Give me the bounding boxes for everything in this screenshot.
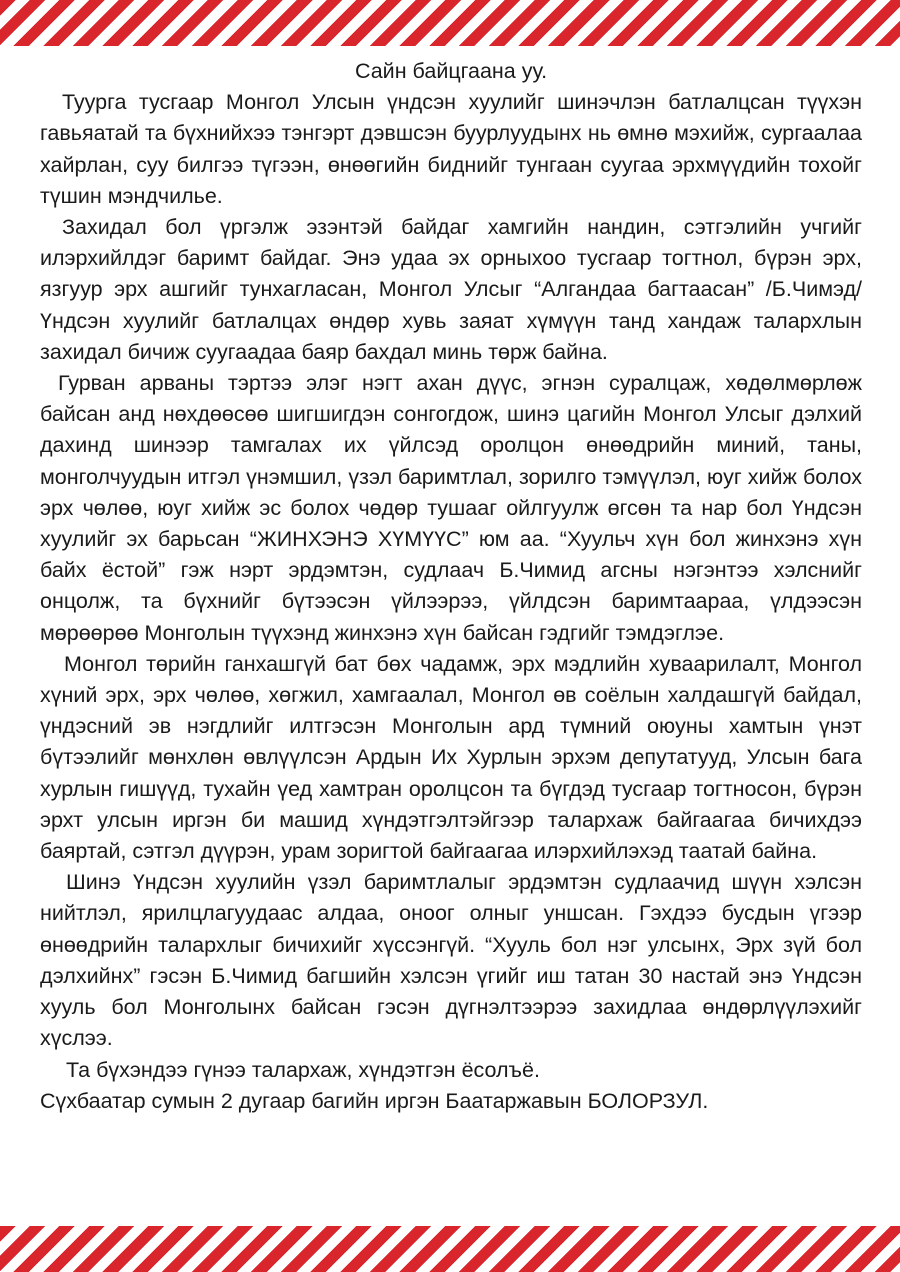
letter-signature: Сүхбаатар сумын 2 дугаар багийн иргэн Баатаржавын БОЛОРЗУЛ.	[40, 1088, 709, 1113]
letter-paragraph-1: Туурга тусгаар Монгол Улсын үндсэн хуулийг шинэчлэн батлалцсан түүхэн гавьяатай та бүхнийхээ тэнгэрт дэвшсэн буурлуудынх нь өмнө мэхийж, сургаалаа хайрлан, суу билгээ түгээн, өнөөгийн биднийг тунгаан суугаа эрхмүүдийн тохойг түшин мэндчилье.	[40, 90, 862, 208]
letter-paragraph-5: Шинэ Үндсэн хуулийн үзэл баримтлалыг эрдэмтэн судлаачид шүүн хэлсэн нийтлэл, ярилцлагуудаас алдаа, оноог олныг уншсан. Гэхдээ бусдын үгээр өнөөдрийн талархлыг бичихийг хүссэнгүй. “Хууль бол нэг улсынх, Эрх зүй бол дэлхийнх” гэсэн Б.Чимид багшийн хэлсэн үгийг иш татан 30 настай энэ Үндсэн хууль бол Монголынх байсан гэсэн дүгнэлтээрээ захидлаа өндөрлүүлэхийг хүслээ.	[40, 870, 862, 1051]
letter-closing: Та бүхэндээ гүнээ талархаж, хүндэтгэн ёсолъё.	[66, 1057, 540, 1082]
decorative-stripe-border-bottom	[0, 1226, 900, 1272]
letter-paragraph-2: Захидал бол үргэлж эзэнтэй байдаг хамгийн нандин, сэтгэлийн учгийг илэрхийлдэг баримт байдаг. Энэ удаа эх орныхоо тусгаар тогтнол, бүрэн эрх, язгуур эрх ашгийг тунхагласан, Монгол Улсыг “Алгандаа багтаасан” /Б.Чимэд/ Үндсэн хуулийг батлалцах өндөр хувь заяат хүмүүн танд хандаж талархлын захидал бичиж суугаадаа баяр бахдал минь төрж байна.	[40, 215, 862, 364]
letter-paragraph-3: Гурван арваны тэртээ элэг нэгт ахан дүүс, эгнэн суралцаж, хөдөлмөрлөж байсан анд нөхдөөсөө шигшигдэн сонгогдож, шинэ цагийн Монгол Улсыг дэлхий дахинд шинээр тамгалах их үйлсэд оролцон өнөөдрийн миний, таны, монголчуудын итгэл үнэмшил, үзэл баримтлал, зорилго тэмүүлэл, юуг хийж болох эрх чөлөө, юуг хийж эс болох чөдөр тушааг ойлгуулж өгсөн та нар бол Үндсэн хуулийг эх барьсан “ЖИНХЭНЭ ХҮМҮҮС” юм аа. “Хуульч хүн бол жинхэнэ хүн байх ёстой” гэж нэрт эрдэмтэн, судлаач Б.Чимид агсны нэгэнтээ хэлснийг онцолж, та бүхнийг бүтээсэн үйлээрээ, үйлдсэн баримтаараа, үлдээсэн мөрөөрөө Монголын түүхэнд жинхэнэ хүн байсан гэдгийг тэмдэглэе.	[40, 371, 862, 645]
letter-greeting: Сайн байцгаана уу.	[354, 59, 548, 83]
letter-paragraph-4: Монгол төрийн ганхашгүй бат бөх чадамж, эрх мэдлийн хуваарилалт, Монгол хүний эрх, эрх чөлөө, хөгжил, хамгаалал, Монгол өв соёлын халдашгүй байдал, үндэсний эв нэгдлийг илтгэсэн Монголын ард түмний оюуны хамтын үнэт бүтээлийг мөнхлөн өвлүүлсэн Ардын Их Хурлын эрхэм депутатууд, Улсын бага хурлын гишүүд, тухайн үед хамтран оролцсон та бүгдэд тусгаар тогтносон, бүрэн эрхт улсын иргэн би машид хүндэтгэлтэйгээр талархаж байгаагаа бичихдээ баяртай, сэтгэл дүүрэн, урам зоригтой байгаагаа илэрхийлэхэд таатай байна.	[40, 651, 862, 864]
decorative-stripe-border-top	[0, 0, 900, 46]
letter-body	[40, 56, 862, 1117]
